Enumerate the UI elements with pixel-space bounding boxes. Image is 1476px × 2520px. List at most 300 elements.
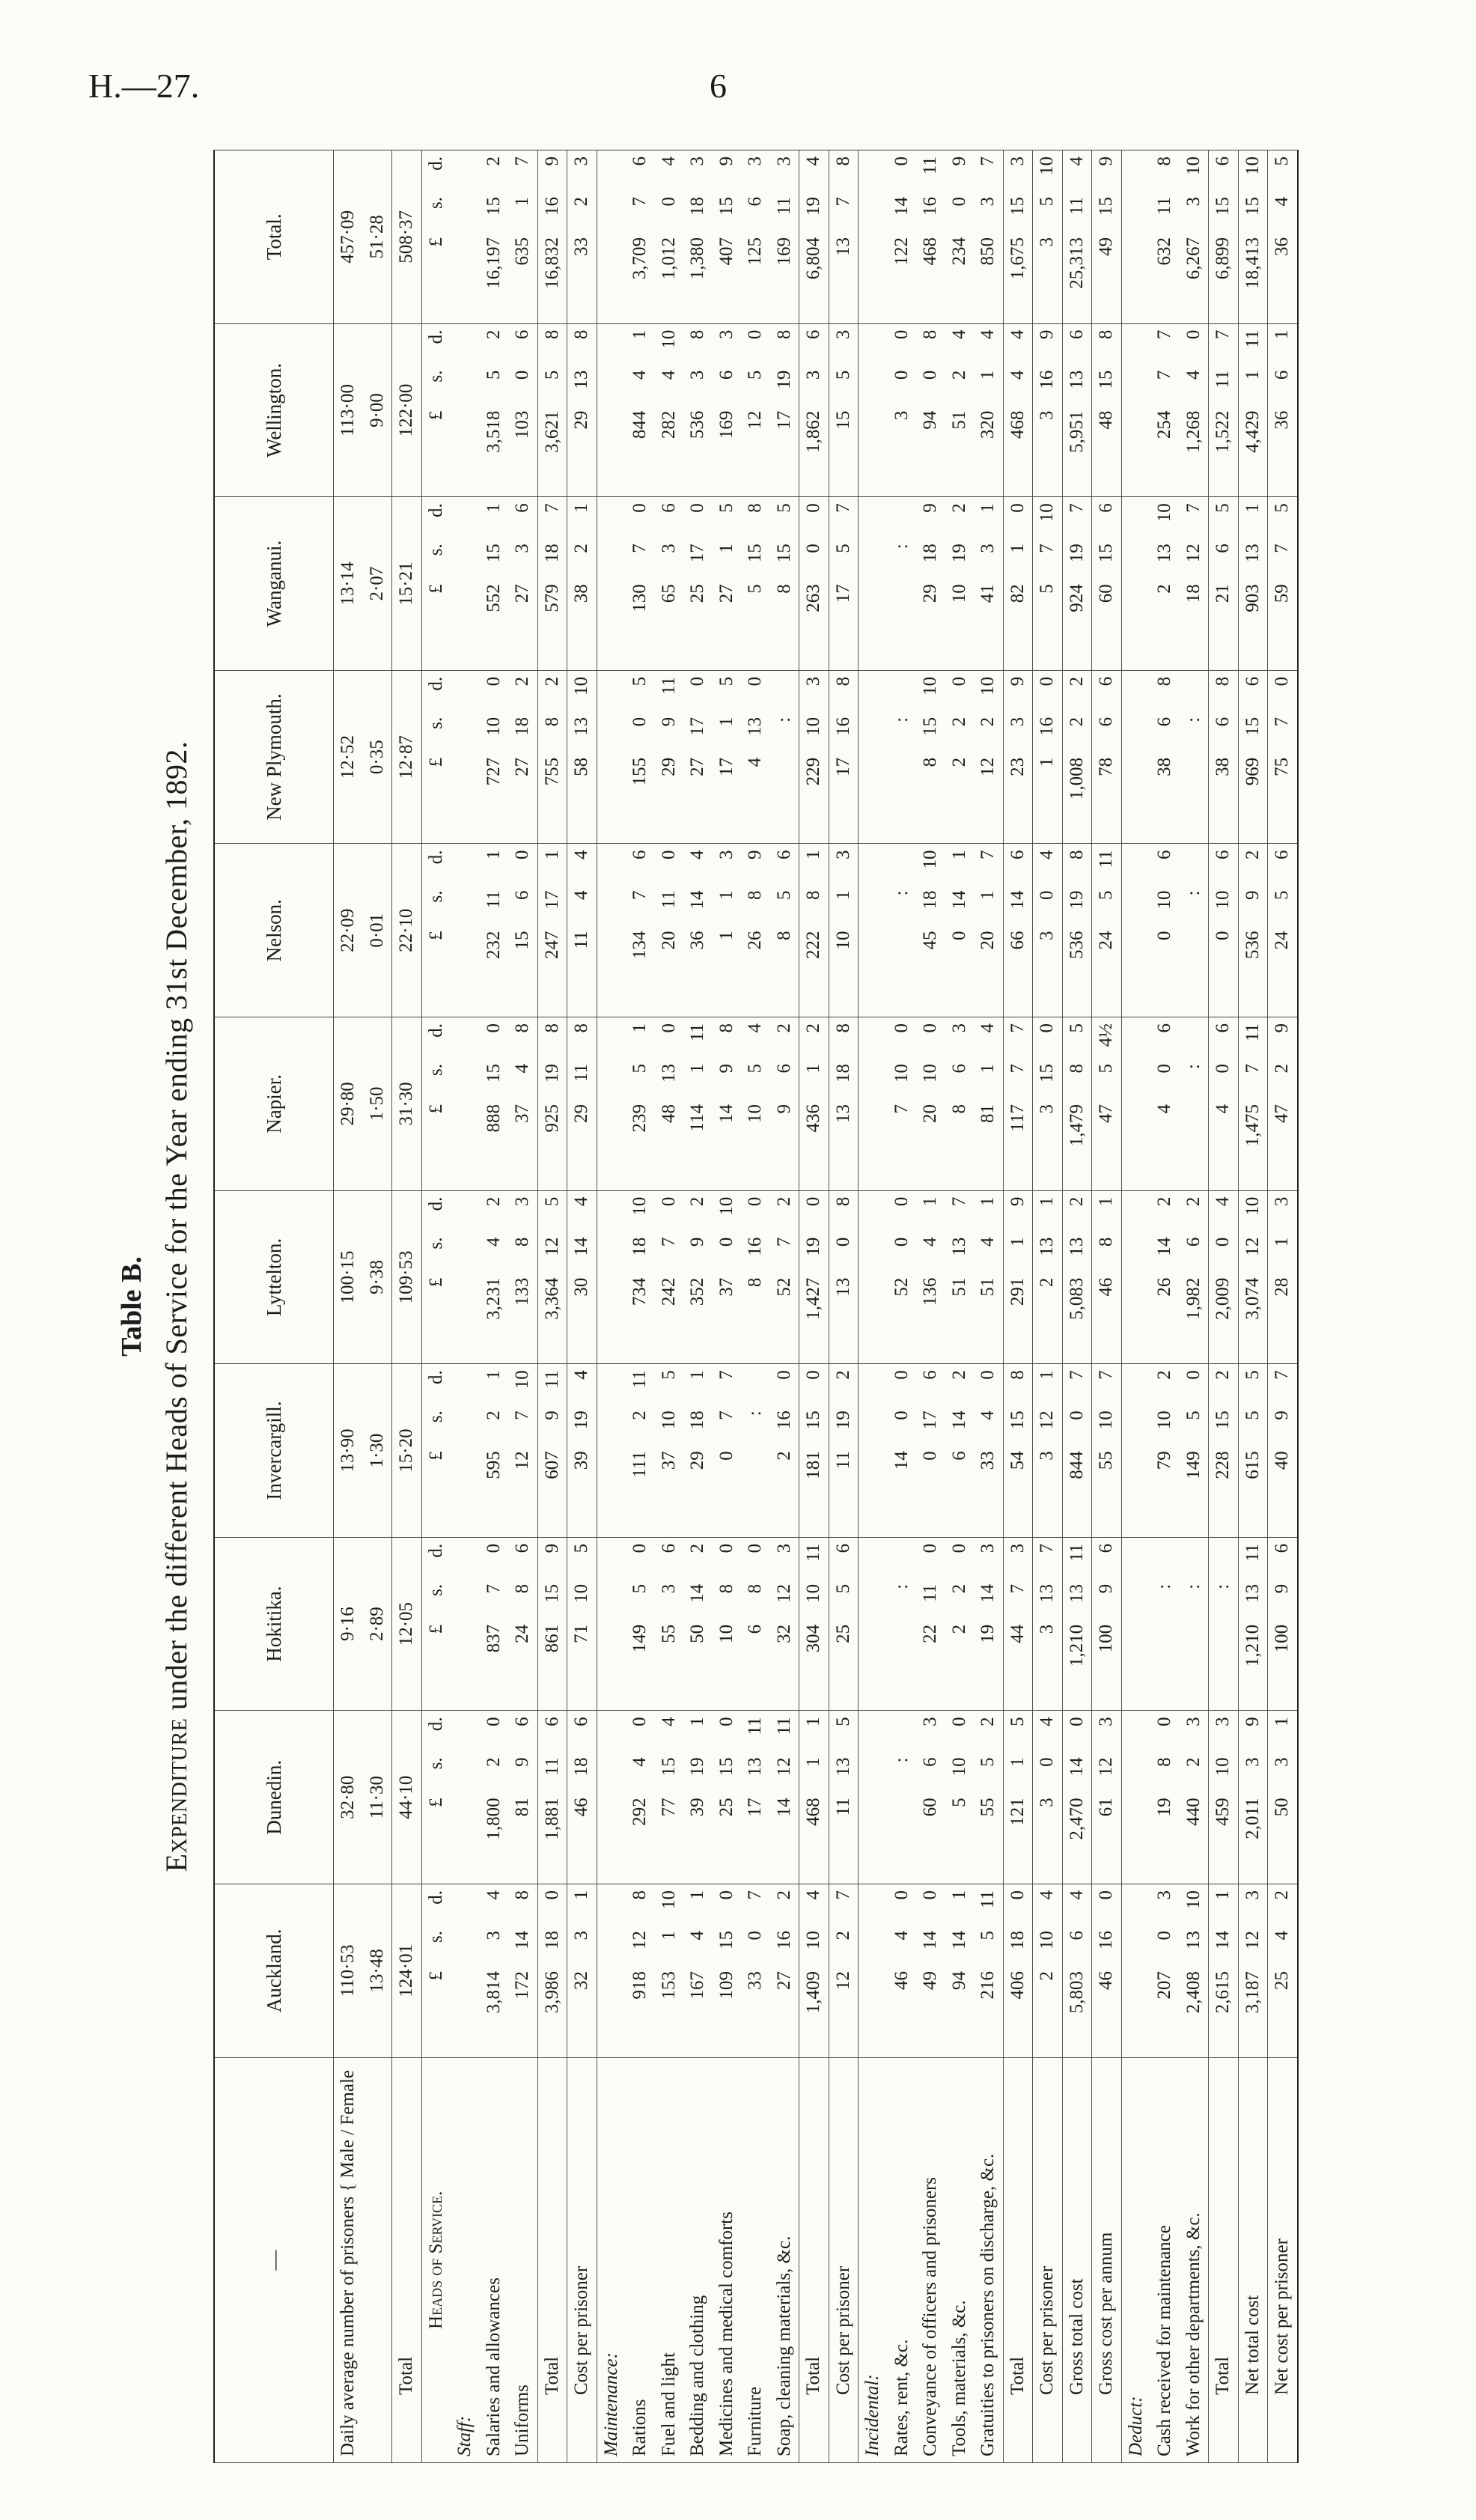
cash-received-amount [1150, 1017, 1180, 1191]
fuel-and-light-amount [655, 1884, 684, 2058]
amount-shillings: 2 [571, 197, 591, 207]
amount-shillings: : [1213, 1583, 1233, 1589]
incidental-cost-per-prisoner-amount [1033, 670, 1063, 844]
amount-pounds [1212, 1625, 1235, 1705]
amount-pence: 2 [773, 1890, 794, 1900]
table-row [683, 150, 713, 2463]
staff-cost-per-prisoner-amount [567, 1537, 597, 1711]
lsd-amount [919, 1197, 942, 1358]
amount-shillings: 0 [891, 1410, 912, 1420]
soap-cleaning-amount [770, 150, 799, 324]
unit-pence: d. [425, 156, 446, 171]
tools-materials-amount [945, 1711, 975, 1884]
amount-shillings: 15 [745, 544, 765, 563]
lsd-amount [977, 677, 1000, 838]
total-prisoners-value: 31·30 [392, 1017, 422, 1191]
amount-shillings: 14 [1007, 890, 1028, 910]
amount-shillings: 1 [832, 890, 853, 900]
amount-pounds: 18,413 [1242, 237, 1263, 289]
gratuities-amount [974, 323, 1003, 497]
amount-pounds: 78 [1096, 757, 1116, 776]
col-header-hokitika: Hokitika. [214, 1537, 334, 1711]
amount-pence: 11 [773, 1717, 794, 1735]
amount-pounds: 6 [948, 1451, 969, 1461]
conveyance-amount [916, 670, 945, 844]
amount-pence: 6 [512, 1543, 532, 1553]
lsd-amount [891, 677, 914, 838]
gross-total-cost-amount [1062, 150, 1092, 324]
amount-pence: 2 [832, 1370, 853, 1380]
amount-shillings: 13 [1066, 370, 1087, 389]
lsd-amount [1153, 156, 1177, 317]
amount-pence: 0 [745, 329, 765, 340]
amount-pounds [891, 931, 914, 1011]
amount-shillings: 15 [1096, 544, 1116, 563]
total-prisoners-value: 109·53 [392, 1190, 422, 1364]
net-total-cost-amount [1238, 670, 1268, 844]
incidental-total-amount [1003, 844, 1033, 1017]
amount-shillings: 1 [978, 370, 998, 380]
lsd-amount [541, 1890, 564, 2051]
amount-pounds: 635 [512, 237, 532, 266]
bedding-and-clothing-amount [683, 1537, 713, 1711]
amount-shillings: 1 [978, 1064, 998, 1074]
amount-pounds: 3,231 [483, 1277, 504, 1320]
amount-shillings: : [1154, 1583, 1174, 1589]
amount-shillings: 15 [1007, 197, 1028, 216]
amount-shillings: 6 [1183, 1237, 1204, 1247]
lsd-amount [802, 1023, 826, 1184]
net-total-cost-amount [1238, 1190, 1268, 1364]
amount-pounds: 1,210 [1066, 1624, 1087, 1667]
amount-pounds: 536 [1066, 931, 1087, 959]
amount-shillings: 14 [978, 1583, 998, 1603]
lsd-amount [511, 1023, 534, 1184]
lsd-amount [686, 1370, 710, 1531]
amount-pounds [891, 1625, 914, 1705]
lsd-amount [483, 1023, 506, 1184]
lsd-amount [802, 156, 826, 317]
lsd-amount [802, 1197, 826, 1358]
lsd-amount [541, 1197, 564, 1358]
lsd-amount [1242, 677, 1265, 838]
amount-pounds: 11 [832, 1798, 853, 1816]
amount-shillings: 6 [773, 1064, 794, 1074]
amount-pence: 0 [920, 1890, 940, 1900]
amount-pounds: 468 [803, 1798, 823, 1826]
table-row [1180, 150, 1209, 2463]
amount-shillings: 15 [1037, 1064, 1057, 1083]
deduct-heading: Deduct: [1121, 2057, 1150, 2462]
amount-pounds: 24 [1272, 931, 1292, 950]
amount-pounds: 1 [1037, 757, 1057, 767]
empty-cell [1121, 1364, 1150, 1538]
lsd-amount [629, 1890, 652, 2051]
lsd-amount [1095, 156, 1118, 317]
maintenance-cost-per-prisoner-amount [829, 1364, 859, 1538]
amount-shillings: 9 [658, 716, 679, 727]
lsd-amount [658, 156, 681, 317]
amount-shillings: 10 [891, 1064, 912, 1083]
amount-pence: 8 [1066, 850, 1087, 859]
amount-shillings: 7 [483, 1583, 504, 1594]
gratuities-amount [974, 1711, 1003, 1884]
amount-pence: 8 [541, 1023, 562, 1033]
amount-shillings: 7 [716, 1410, 737, 1420]
soap-cleaning-amount [770, 1190, 799, 1364]
amount-shillings: 10 [1154, 890, 1174, 910]
amount-pence: 0 [1096, 1890, 1116, 1900]
amount-pence: 1 [629, 1023, 650, 1033]
lsd-amount [1066, 1890, 1089, 2051]
amount-pounds: 12 [832, 1971, 853, 1991]
amount-shillings: 0 [1037, 1757, 1057, 1767]
amount-pounds: 32 [773, 1624, 794, 1643]
medicines-amount [713, 670, 742, 844]
lsd-amount [1271, 156, 1294, 317]
cash-received-amount [1150, 1364, 1180, 1538]
amount-shillings: 9 [512, 1757, 532, 1767]
amount-pence: 8 [1154, 676, 1174, 687]
amount-pence: 0 [978, 1370, 998, 1380]
incidental-cost-per-prisoner-label: Cost per prisoner [1033, 2057, 1063, 2462]
amount-pounds: 2 [1037, 1971, 1057, 1981]
amount-shillings: 1 [1242, 370, 1263, 380]
amount-pence: 7 [745, 1890, 765, 1900]
amount-shillings: 10 [1213, 890, 1233, 910]
gross-cost-per-annum-amount [1092, 1711, 1122, 1884]
amount-pounds: 3 [1037, 1451, 1057, 1461]
unit-pound: £ [425, 757, 446, 767]
amount-pounds: 20 [920, 1104, 940, 1124]
lsd-amount [1066, 1717, 1089, 1878]
lsd-amount [919, 503, 942, 664]
unit-pence: d. [425, 1370, 446, 1384]
lsd-amount [716, 1370, 739, 1531]
work-other-departments-amount [1180, 844, 1209, 1017]
amount-pence: 8 [832, 1196, 853, 1207]
lsd-amount [511, 1370, 534, 1531]
lsd-amount [802, 1544, 826, 1705]
rates-rent-amount [888, 1884, 917, 2058]
female-value: 0·01 [363, 844, 392, 1017]
conveyance-amount [916, 1364, 945, 1538]
lsd-amount [1066, 1197, 1089, 1358]
lsd-amount [511, 156, 534, 317]
total-prisoners-value: 44·10 [392, 1711, 422, 1884]
amount-pounds: 46 [1096, 1277, 1116, 1297]
amount-pounds: 5 [948, 1798, 969, 1807]
maintenance-total-amount [799, 1884, 829, 2058]
maintenance-heading: Maintenance: [597, 2057, 626, 2462]
amount-shillings: 16 [1096, 1931, 1116, 1950]
lsd-amount [744, 1023, 767, 1184]
lsd-amount [773, 156, 796, 317]
incidental-total-amount [1003, 150, 1033, 324]
units-cell [421, 1017, 451, 1191]
amount-shillings: 10 [948, 1757, 969, 1777]
rations-amount [626, 1711, 655, 1884]
empty-cell [597, 1364, 626, 1538]
amount-pence: 10 [1242, 1196, 1263, 1216]
lsd-amount [832, 677, 856, 838]
amount-pounds: 607 [541, 1451, 562, 1479]
amount-shillings: 5 [773, 890, 794, 900]
lsd-amount [948, 1197, 972, 1358]
cash-received-amount [1150, 497, 1180, 671]
bedding-and-clothing-amount [683, 1884, 713, 2058]
amount-pence: 6 [1154, 850, 1174, 859]
page-header-code: H.—27. [88, 67, 200, 105]
amount-pence: 6 [1272, 850, 1292, 859]
amount-shillings: 5 [1272, 890, 1292, 900]
lsd-amount [1007, 677, 1030, 838]
amount-pence: 10 [571, 676, 591, 696]
amount-pence: 7 [1096, 1370, 1116, 1380]
amount-shillings: 9 [1096, 1583, 1116, 1594]
amount-pence: 8 [512, 1890, 532, 1900]
amount-pence: 1 [978, 503, 998, 513]
lsd-amount [658, 1023, 681, 1184]
empty-cell [451, 497, 480, 671]
lsd-amount [629, 677, 652, 838]
amount-shillings: 3 [1272, 1757, 1292, 1767]
amount-pence: 0 [716, 1543, 737, 1553]
lsd-amount [1183, 1023, 1206, 1184]
amount-pence: 6 [541, 1717, 562, 1726]
amount-pence: 1 [571, 503, 591, 513]
amount-pounds: 3,986 [541, 1971, 562, 2014]
amount-shillings: 1 [512, 197, 532, 207]
incidental-cost-per-prisoner-amount [1033, 1884, 1063, 2058]
amount-pence: 3 [1213, 1717, 1233, 1726]
amount-pounds [1153, 1625, 1177, 1705]
amount-pence: 9 [1242, 1717, 1263, 1726]
rations-amount [626, 1537, 655, 1711]
lsd-amount [686, 330, 710, 491]
cash-received-amount [1150, 323, 1180, 497]
amount-pounds: 50 [687, 1624, 707, 1643]
amount-pounds: 1,380 [687, 237, 707, 280]
amount-shillings: 8 [512, 1583, 532, 1594]
amount-pounds: 12 [978, 757, 998, 776]
amount-pounds: 1,522 [1213, 410, 1233, 453]
amount-pence: 5 [1242, 1370, 1263, 1380]
amount-pence: 6 [803, 329, 823, 340]
amount-shillings: 16 [745, 1237, 765, 1256]
table-row [1003, 150, 1033, 2463]
unit-pence: d. [425, 1717, 446, 1732]
amount-pence: 1 [920, 1196, 940, 1207]
amount-pounds: 26 [745, 931, 765, 950]
amount-shillings: 11 [1154, 197, 1174, 216]
lsd-amount [483, 1544, 506, 1705]
empty-cell [597, 1537, 626, 1711]
conveyance-amount [916, 1711, 945, 1884]
amount-pence: 8 [832, 676, 853, 687]
lsd-amount [1271, 677, 1294, 838]
unit-pence: d. [425, 503, 446, 518]
amount-shillings: 10 [1037, 1931, 1057, 1950]
amount-shillings: 5 [483, 370, 504, 380]
amount-pence: 10 [1183, 1890, 1204, 1910]
male-value: 457·09 [334, 150, 363, 324]
amount-pounds: 30 [571, 1277, 591, 1297]
amount-pence: 10 [1037, 503, 1057, 523]
amount-shillings: 8 [745, 1583, 765, 1594]
amount-shillings: 8 [716, 1583, 737, 1594]
lsd-amount [541, 330, 564, 491]
lsd-amount [948, 850, 972, 1011]
col-header-wellington: Wellington. [214, 323, 334, 497]
amount-shillings: 11 [1066, 197, 1087, 216]
amount-pounds [1183, 1625, 1206, 1705]
amount-shillings: 4 [629, 1757, 650, 1767]
amount-shillings: 9 [716, 1064, 737, 1074]
rates-rent-amount [888, 1711, 917, 1884]
maintenance-cost-per-prisoner-amount [829, 844, 859, 1017]
gross-cost-per-annum-amount [1092, 1017, 1122, 1191]
lsd-amount [629, 330, 652, 491]
staff-cost-per-prisoner-amount [567, 1711, 597, 1884]
amount-pence: 0 [948, 1717, 969, 1726]
amount-pounds: 49 [1096, 237, 1116, 256]
staff-total-amount [537, 1711, 567, 1884]
amount-pence: 8 [773, 329, 794, 340]
lsd-amount [948, 1544, 972, 1705]
unit-pound: £ [425, 237, 446, 247]
amount-pounds: 149 [1183, 1451, 1204, 1479]
amount-pounds: 282 [658, 410, 679, 439]
lsd-amount [686, 1717, 710, 1878]
lsd-amount [483, 677, 506, 838]
amount-pence: 0 [658, 850, 679, 859]
conveyance-amount [916, 1017, 945, 1191]
amount-pence: 0 [1007, 1890, 1028, 1900]
amount-pence: 10 [716, 1196, 737, 1216]
amount-shillings: 3 [1242, 1757, 1263, 1767]
amount-pence: 3 [1007, 1543, 1028, 1553]
amount-shillings: 0 [1154, 1064, 1174, 1074]
lsd-amount [541, 1023, 564, 1184]
amount-shillings: 2 [571, 544, 591, 553]
staff-total-amount [537, 1537, 567, 1711]
amount-pence: 2 [483, 1196, 504, 1207]
col-header-dunedin: Dunedin. [214, 1711, 334, 1884]
furniture-amount [741, 150, 770, 324]
lsd-amount [802, 1717, 826, 1878]
amount-shillings: 12 [541, 1237, 562, 1256]
empty-cell [597, 844, 626, 1017]
lsd-amount [1007, 1023, 1030, 1184]
work-other-departments-amount [1180, 1364, 1209, 1538]
amount-pounds: 861 [541, 1624, 562, 1653]
medicines-amount [713, 1190, 742, 1364]
amount-shillings: 13 [1183, 1931, 1204, 1950]
amount-pounds: 3,074 [1242, 1277, 1263, 1320]
amount-shillings: 18 [512, 716, 532, 736]
lsd-amount [773, 1717, 796, 1878]
amount-shillings: 19 [803, 1237, 823, 1256]
amount-pence: 2 [1213, 1370, 1233, 1380]
unit-shilling: s. [425, 1931, 446, 1943]
amount-pence: 0 [745, 676, 765, 687]
lsd-amount [1007, 330, 1030, 491]
female-value: 11·30 [363, 1711, 392, 1884]
amount-shillings: 0 [891, 370, 912, 380]
amount-pounds: 232 [483, 931, 504, 959]
maintenance-total-amount [799, 497, 829, 671]
amount-shillings: 7 [629, 890, 650, 900]
lsd-amount [1242, 330, 1265, 491]
table-row [974, 150, 1003, 2463]
amount-pounds: 55 [658, 1624, 679, 1643]
table-row [888, 150, 917, 2463]
staff-total-label: Total [537, 2057, 567, 2462]
lsd-amount [1212, 1197, 1235, 1358]
amount-pence: 0 [541, 1890, 562, 1900]
rates-rent-label: Rates, rent, &c. [888, 2057, 917, 2462]
staff-total-amount [537, 844, 567, 1017]
amount-shillings: 12 [1037, 1410, 1057, 1430]
lsd-amount [744, 1197, 767, 1358]
gross-cost-per-annum-amount [1092, 497, 1122, 671]
lsd-amount [658, 503, 681, 664]
amount-pence: 1 [687, 1370, 707, 1380]
net-cost-per-prisoner-amount [1268, 1537, 1298, 1711]
amount-pence: 11 [745, 1717, 765, 1735]
amount-shillings: 13 [571, 716, 591, 736]
table-row [713, 150, 742, 2463]
lsd-amount [1242, 1023, 1265, 1184]
lsd-amount [919, 330, 942, 491]
table-title-prefix: Expenditure [159, 1717, 193, 1872]
amount-shillings: 18 [541, 544, 562, 563]
lsd-amount [1271, 1370, 1294, 1531]
gross-cost-per-annum-amount [1092, 1190, 1122, 1364]
page-number: 6 [710, 67, 727, 105]
amount-pounds: 0 [1213, 931, 1233, 940]
net-cost-per-prisoner-amount [1268, 323, 1298, 497]
amount-pence: 7 [1066, 1370, 1087, 1380]
amount-shillings: 12 [629, 1931, 650, 1950]
lsd-amount [1212, 850, 1235, 1011]
medicines-amount [713, 1884, 742, 2058]
lsd-amount [541, 1717, 564, 1878]
amount-pounds: 51 [978, 1277, 998, 1297]
soap-cleaning-amount [770, 844, 799, 1017]
amount-pence: 7 [1183, 503, 1204, 513]
amount-pounds: 837 [483, 1624, 504, 1653]
amount-shillings: 4 [512, 1064, 532, 1074]
amount-shillings: : [773, 716, 794, 722]
amount-shillings: 14 [571, 1237, 591, 1256]
amount-pence: 9 [716, 156, 737, 166]
amount-pounds: 46 [571, 1798, 591, 1817]
amount-pounds: 7 [891, 1104, 912, 1114]
amount-pence: 0 [891, 156, 912, 166]
lsd-amount [919, 850, 942, 1011]
amount-pounds: 32 [571, 1971, 591, 1991]
amount-pounds: 17 [745, 1798, 765, 1817]
gross-cost-per-annum-amount [1092, 323, 1122, 497]
total-prisoners-value: 15·20 [392, 1364, 422, 1538]
amount-pence: 8 [920, 329, 940, 340]
amount-pounds: 17 [832, 757, 853, 776]
work-other-departments-label: Work for other departments, &c. [1180, 2057, 1209, 2462]
empty-cell [1121, 1884, 1150, 2058]
amount-shillings: 8 [1154, 1757, 1174, 1767]
